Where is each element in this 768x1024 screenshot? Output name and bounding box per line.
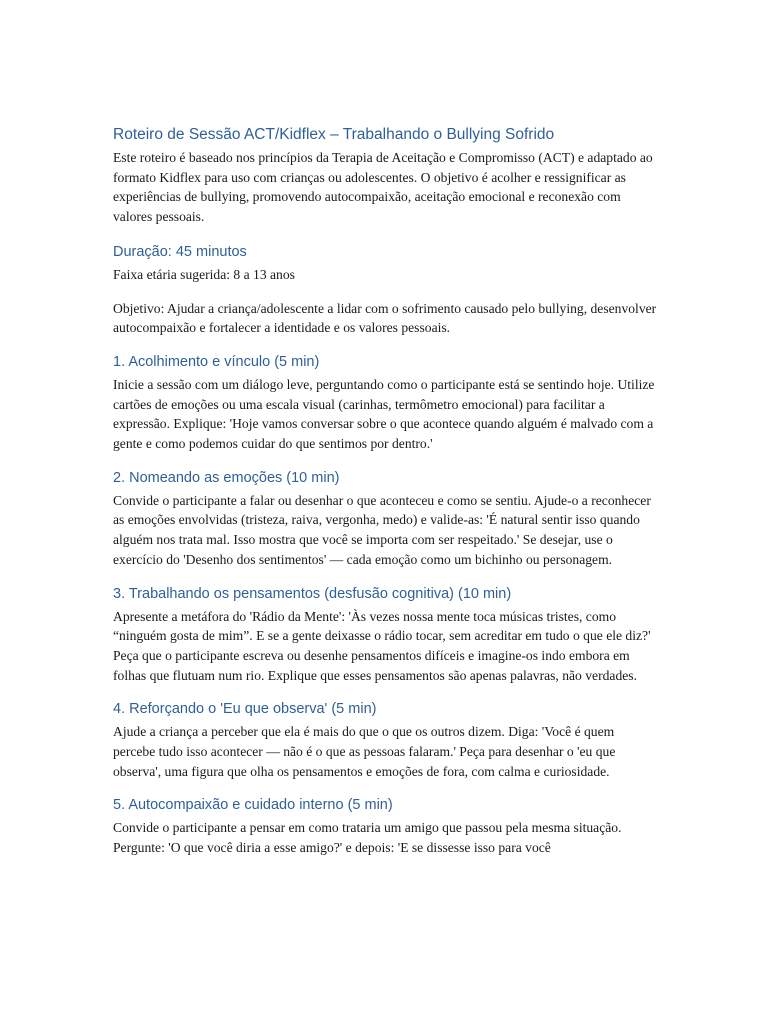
section-body-2: Convide o participante a falar ou desenhar o que aconteceu e como se sentiu. Ajude-o a reconhecer as emoções envolvidas (tristeza, raiva, vergonha, medo) e valide-as: 'É natural sentir isso quando alguém nos trata mal. Isso mostra que você se importa com ser respeitado.' Se desejar, use o exercício do 'Desenho dos sentimentos' — cada emoção como um bichinho ou personagem. bbox=[113, 492, 651, 567]
section-body-3: Apresente a metáfora do 'Rádio da Mente': 'Às vezes nossa mente toca músicas tristes, como “ninguém gosta de mim”. E se a gente deixasse o rádio tocar, sem acreditar em tudo o que ele diz?' Peça que o participante escreva ou desenhe pensamentos difíceis e imagine-os indo embora em folhas que flutuam num rio. Explique que esses pensamentos são apenas palavras, não verdades. bbox=[113, 608, 651, 683]
intro-paragraph: Este roteiro é baseado nos princípios da Terapia de Aceitação e Compromisso (ACT) e adaptado ao formato Kidflex para uso com crianças ou adolescentes. O objetivo é acolher e ressignificar as experiências de bullying, promovendo autocompaixão, aceitação emocional e reconexão com valores pessoais. bbox=[113, 150, 653, 225]
section-body-4: Ajude a criança a perceber que ela é mais do que o que os outros dizem. Diga: 'Você é quem percebe tudo isso acontecer — não é o que as pessoas falaram.' Peça para desenhar o 'eu que observa', uma figura que olha os pensamentos e emoções de fora, com calma e curiosidade. bbox=[113, 724, 616, 779]
section-heading-1: 1. Acolhimento e vínculo (5 min) bbox=[113, 353, 320, 370]
section-heading-4: 4. Reforçando o 'Eu que observa' (5 min) bbox=[113, 701, 377, 718]
objective-paragraph: Objetivo: Ajudar a criança/adolescente a lidar com o sofrimento causado pelo bullying, desenvolver autocompaixão e fortalecer a identidade e os valores pessoais. bbox=[113, 300, 657, 336]
section-body-1: Inicie a sessão com um diálogo leve, perguntando como o participante está se sentindo hoje. Utilize cartões de emoções ou uma escala visual (carinhas, termômetro emocional) para facilitar a expressão. Explique: 'Hoje vamos conversar sobre o que acontece quando alguém é malvado com a gente e como podemos cuidar do que sentimos por dentro.' bbox=[113, 376, 655, 452]
section-heading-5: 5. Autocompaixão e cuidado interno (5 min) bbox=[113, 797, 393, 814]
duration-heading: Duração: 45 minutos bbox=[113, 243, 247, 260]
age-range-text: Faixa etária sugerida: 8 a 13 anos bbox=[113, 266, 295, 282]
section-heading-3: 3. Trabalhando os pensamentos (desfusão cognitiva) (10 min) bbox=[113, 585, 512, 602]
section-heading-2: 2. Nomeando as emoções (10 min) bbox=[113, 469, 340, 486]
document-title: Roteiro de Sessão ACT/Kidflex – Trabalhando o Bullying Sofrido bbox=[113, 126, 555, 143]
section-body-5: Convide o participante a pensar em como trataria um amigo que passou pela mesma situação. Pergunte: 'O que você diria a esse amigo?' e depois: 'E se dissesse isso para você bbox=[113, 820, 622, 856]
